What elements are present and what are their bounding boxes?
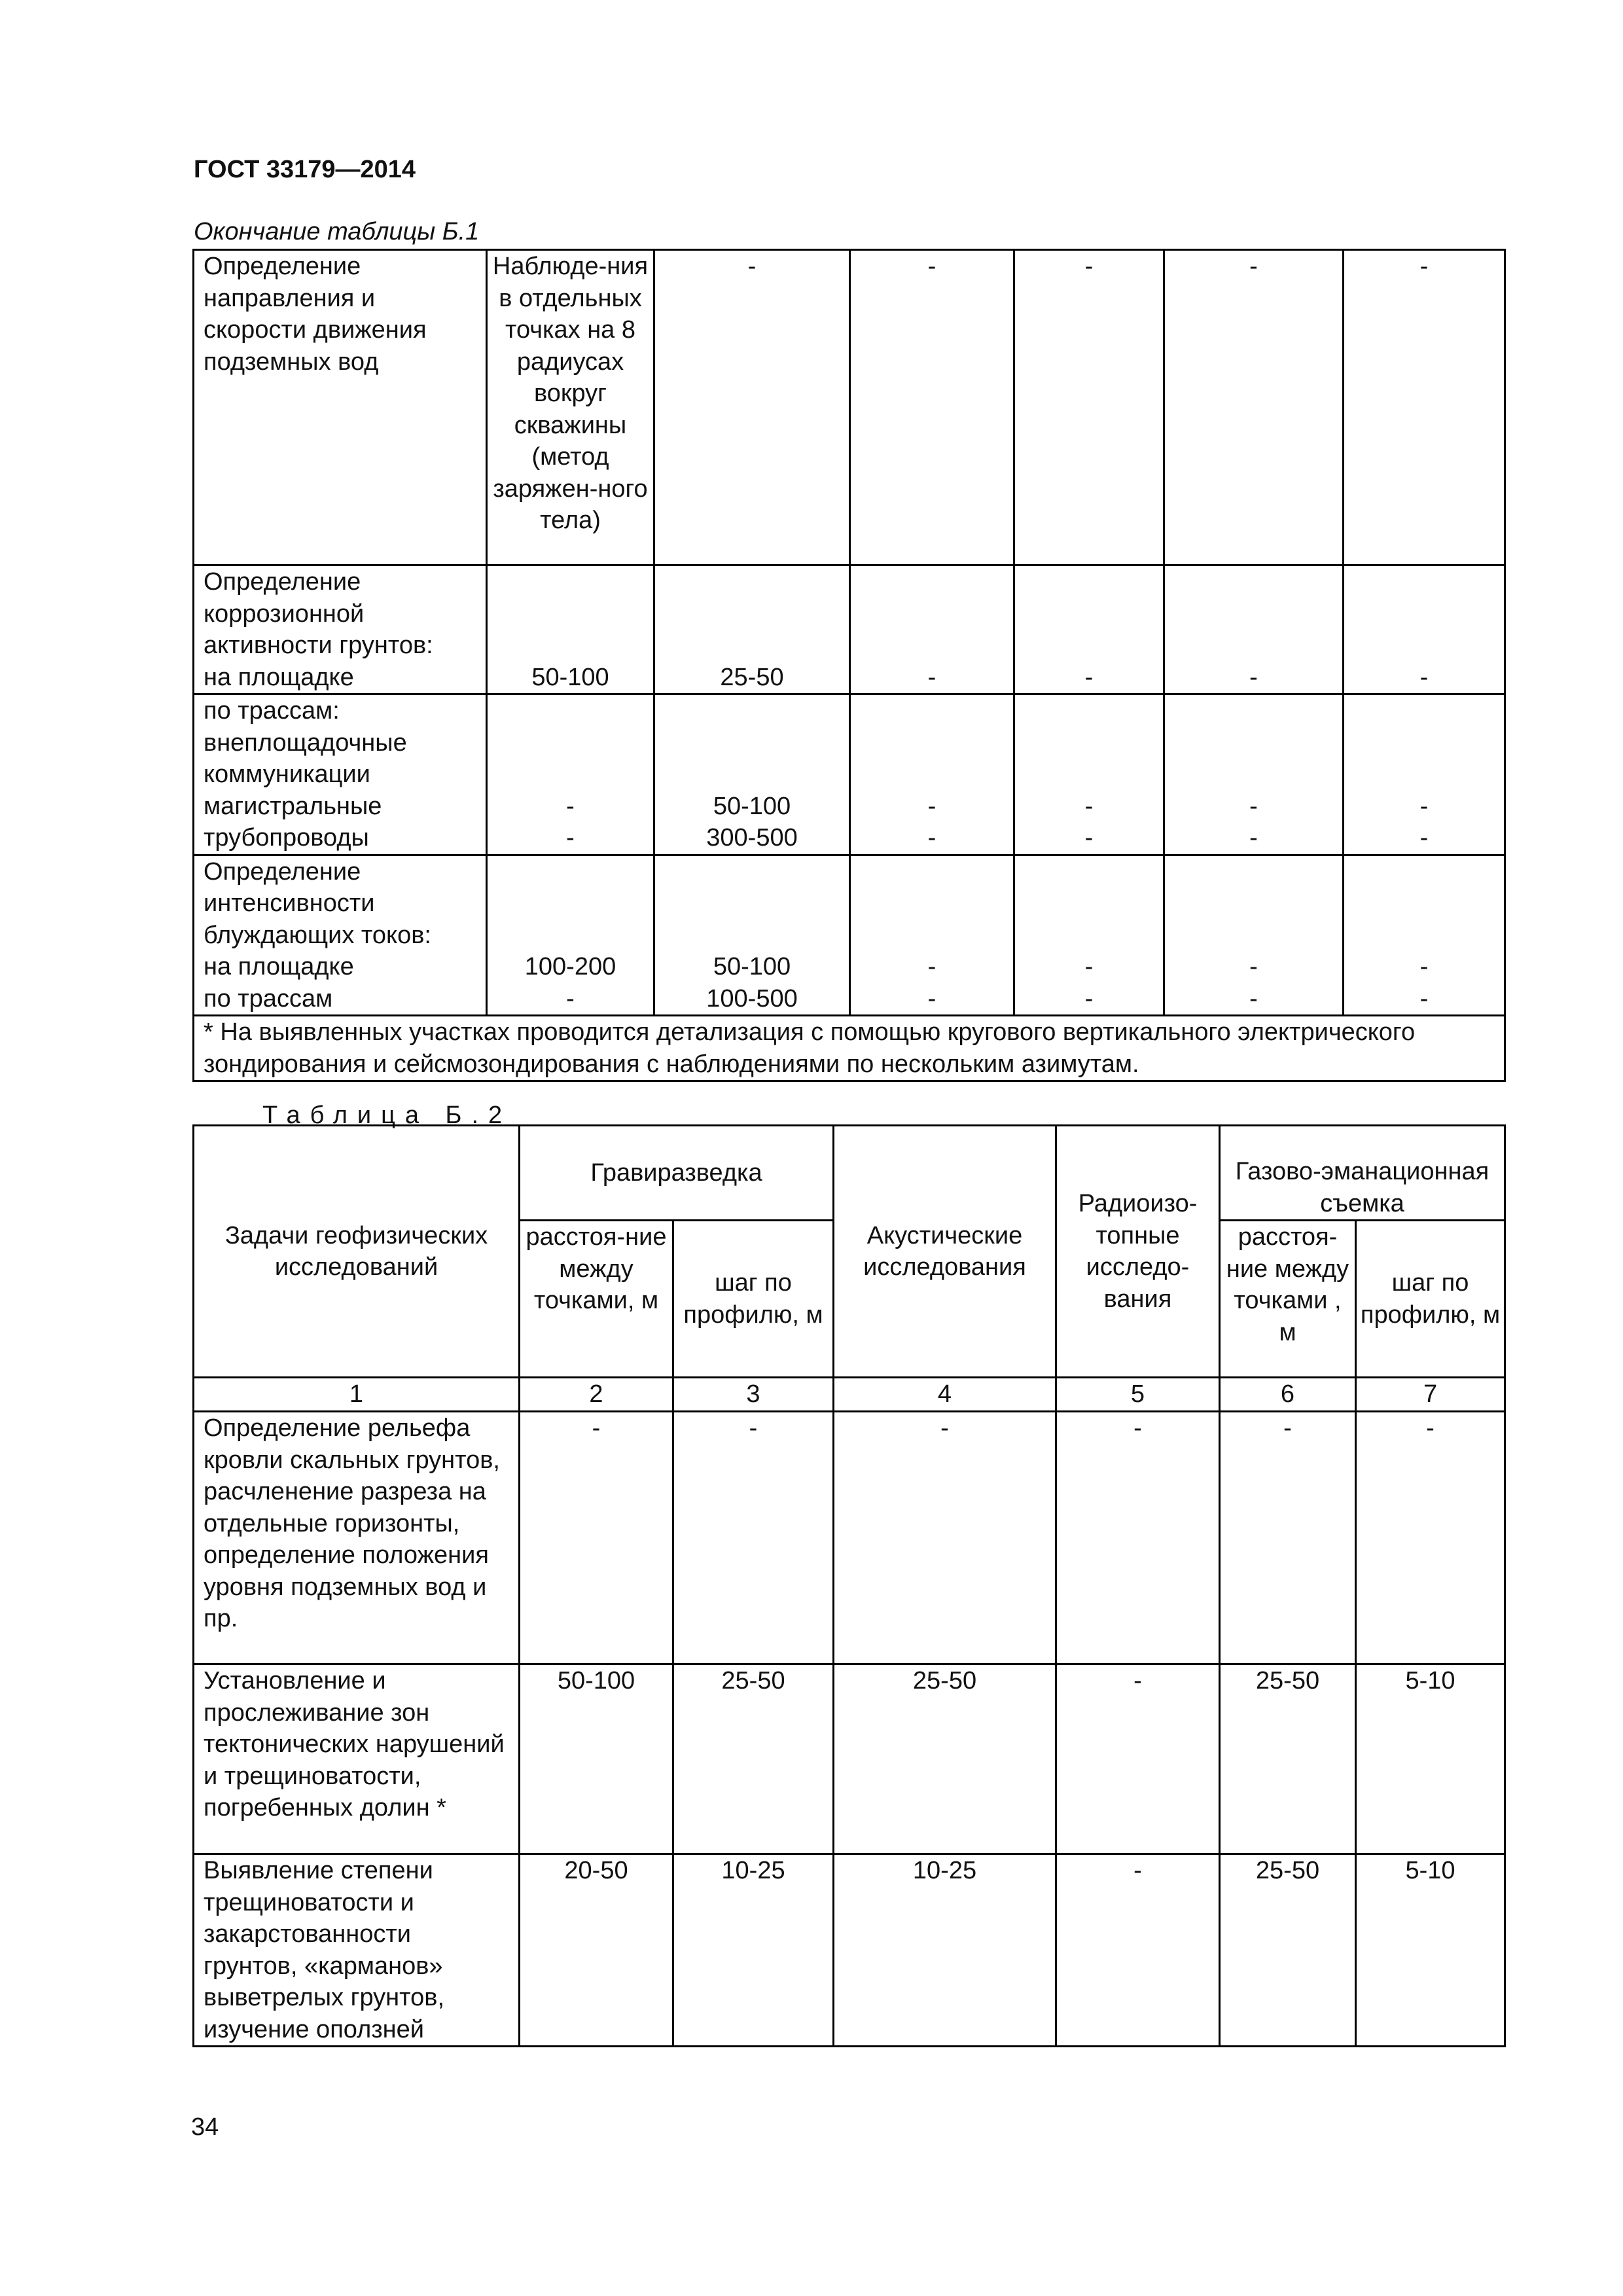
table-cell bbox=[1344, 855, 1505, 1016]
table-cell: 20-50 bbox=[520, 1854, 673, 2047]
cell-line: - bbox=[927, 984, 936, 1013]
table-b1 bbox=[192, 249, 1506, 1082]
table-row bbox=[194, 855, 1505, 1016]
table-b2-caption: Таблица Б.2 bbox=[262, 1102, 512, 1129]
table-cell: - bbox=[850, 250, 1014, 565]
table-row bbox=[194, 250, 1505, 565]
cell-line: - bbox=[1084, 824, 1094, 852]
table-cell: - bbox=[1056, 1412, 1220, 1664]
table-cell bbox=[1164, 694, 1344, 855]
table-cell bbox=[1014, 694, 1164, 855]
table-cell: Определение рельефа кровли скальных грунтов, расчленение разреза на отдельные горизонты, определение положения уровня подземных вод и пр. bbox=[194, 1412, 520, 1664]
table-cell bbox=[654, 855, 850, 1016]
table-cell: - bbox=[1164, 250, 1344, 565]
cell-line: 300-500 bbox=[706, 824, 798, 852]
table-cell: - bbox=[1344, 565, 1505, 694]
cell-line: на площадке bbox=[204, 953, 354, 980]
table-cell bbox=[1164, 855, 1344, 1016]
cell-line: - bbox=[1249, 953, 1258, 980]
table-cell: 50-100 bbox=[487, 565, 654, 694]
table-footnote-row bbox=[194, 1016, 1505, 1081]
header-gravi-step: шаг по профилю, м bbox=[673, 1221, 834, 1378]
table-cell: 25-50 bbox=[1220, 1854, 1356, 2047]
header-radio: Радиоизо-топные исследо-вания bbox=[1056, 1126, 1220, 1378]
cell-line: - bbox=[566, 792, 575, 820]
cell-line: 50-100 bbox=[713, 953, 791, 980]
header-gravi-distance: расстоя-ние между точками, м bbox=[520, 1221, 673, 1378]
table-cell bbox=[654, 694, 850, 855]
table-cell: Выявление степени трещиноватости и закарстованности грунтов, «карманов» выветрелых грунтов, изучение оползней bbox=[194, 1854, 520, 2047]
table-footnote: * На выявленных участках проводится детализация с помощью кругового вертикального электрического зондирования и сейсмозондирования с наблюдениями по нескольким азимутам. bbox=[194, 1016, 1505, 1081]
cell-line: - bbox=[1084, 792, 1094, 820]
table-row bbox=[194, 1854, 1505, 2047]
column-number: 2 bbox=[520, 1378, 673, 1412]
cell-line: 50-100 bbox=[713, 792, 791, 820]
table-cell: - bbox=[654, 250, 850, 565]
table-cell: - bbox=[1014, 565, 1164, 694]
table-row bbox=[194, 694, 1505, 855]
cell-line: Определение интенсивности блуждающих токов: bbox=[204, 857, 431, 949]
table-cell bbox=[1344, 694, 1505, 855]
table-cell: 50-100 bbox=[520, 1664, 673, 1854]
page-number: 34 bbox=[191, 2113, 219, 2141]
document-header: ГОСТ 33179—2014 bbox=[194, 156, 416, 183]
table-cell bbox=[487, 855, 654, 1016]
table-cell: - bbox=[673, 1412, 834, 1664]
column-number: 1 bbox=[194, 1378, 520, 1412]
table-cell bbox=[850, 855, 1014, 1016]
cell-line: по трассам: внеплощадочные коммуникации bbox=[204, 697, 407, 788]
table-cell: - bbox=[1344, 250, 1505, 565]
cell-line: - bbox=[1419, 953, 1429, 980]
cell-line: - bbox=[1419, 984, 1429, 1013]
table-cell: - bbox=[1220, 1412, 1356, 1664]
cell-line: - bbox=[566, 824, 575, 852]
table-cell: - bbox=[850, 565, 1014, 694]
header-gravi: Гравиразведка bbox=[520, 1126, 834, 1221]
table-cell: 25-50 bbox=[654, 565, 850, 694]
table-cell: 25-50 bbox=[834, 1664, 1056, 1854]
cell-line: - bbox=[1084, 953, 1094, 980]
table-row bbox=[194, 1412, 1505, 1664]
table-cell: 25-50 bbox=[1220, 1664, 1356, 1854]
table-cell: 5-10 bbox=[1356, 1854, 1505, 2047]
header-acoustic: Акустические исследования bbox=[834, 1126, 1056, 1378]
cell-line: 100-200 bbox=[524, 953, 616, 980]
table-cell: 25-50 bbox=[673, 1664, 834, 1854]
table-cell: - bbox=[1164, 565, 1344, 694]
cell-line: - bbox=[1249, 792, 1258, 820]
column-number: 5 bbox=[1056, 1378, 1220, 1412]
header-gas-distance: расстоя-ние между точками , м bbox=[1220, 1221, 1356, 1378]
table-cell bbox=[850, 694, 1014, 855]
table-cell bbox=[194, 694, 487, 855]
cell-line: 100-500 bbox=[706, 984, 798, 1013]
cell-line: на площадке bbox=[204, 663, 354, 691]
table-cell: Определение направления и скорости движения подземных вод bbox=[194, 250, 487, 565]
column-number: 3 bbox=[673, 1378, 834, 1412]
table-cell: 10-25 bbox=[673, 1854, 834, 2047]
header-gas-step: шаг по профилю, м bbox=[1356, 1221, 1505, 1378]
table-row bbox=[194, 1664, 1505, 1854]
table-cell bbox=[1014, 855, 1164, 1016]
header-tasks: Задачи геофизических исследований bbox=[194, 1126, 520, 1378]
table-cell: Установление и прослеживание зон тектонических нарушений и трещиноватости, погребенных долин * bbox=[194, 1664, 520, 1854]
table-cell: Наблюде-ния в отдельных точках на 8 радиусах вокруг скважины (метод заряжен-ного тела) bbox=[487, 250, 654, 565]
table-cell bbox=[194, 565, 487, 694]
cell-line: - bbox=[1419, 792, 1429, 820]
header-gas: Газово-эманационная съемка bbox=[1220, 1126, 1505, 1221]
cell-line: Определение коррозионной активности грунтов: bbox=[204, 568, 433, 659]
column-number: 6 bbox=[1220, 1378, 1356, 1412]
cell-line: - bbox=[927, 824, 936, 852]
column-number-row bbox=[194, 1378, 1505, 1412]
cell-line: - bbox=[1249, 984, 1258, 1013]
cell-line: - bbox=[927, 953, 936, 980]
cell-line: - bbox=[927, 792, 936, 820]
table-cell: - bbox=[1014, 250, 1164, 565]
table-b1-continuation-caption: Окончание таблицы Б.1 bbox=[194, 218, 480, 245]
cell-line: - bbox=[1084, 984, 1094, 1013]
table-cell bbox=[487, 694, 654, 855]
table-header-row bbox=[194, 1126, 1505, 1221]
cell-line: магистральные bbox=[204, 792, 382, 820]
table-cell: - bbox=[520, 1412, 673, 1664]
cell-line: по трассам bbox=[204, 984, 333, 1013]
table-b2 bbox=[192, 1124, 1506, 2047]
cell-line: - bbox=[566, 984, 575, 1013]
table-row bbox=[194, 565, 1505, 694]
table-cell: 10-25 bbox=[834, 1854, 1056, 2047]
column-number: 4 bbox=[834, 1378, 1056, 1412]
table-cell: - bbox=[1056, 1664, 1220, 1854]
cell-line: - bbox=[1419, 824, 1429, 852]
table-cell bbox=[194, 855, 487, 1016]
cell-line: трубопроводы bbox=[204, 824, 369, 852]
cell-line: - bbox=[1249, 824, 1258, 852]
table-cell: - bbox=[834, 1412, 1056, 1664]
table-cell: - bbox=[1056, 1854, 1220, 2047]
table-cell: 5-10 bbox=[1356, 1664, 1505, 1854]
table-cell: - bbox=[1356, 1412, 1505, 1664]
column-number: 7 bbox=[1356, 1378, 1505, 1412]
